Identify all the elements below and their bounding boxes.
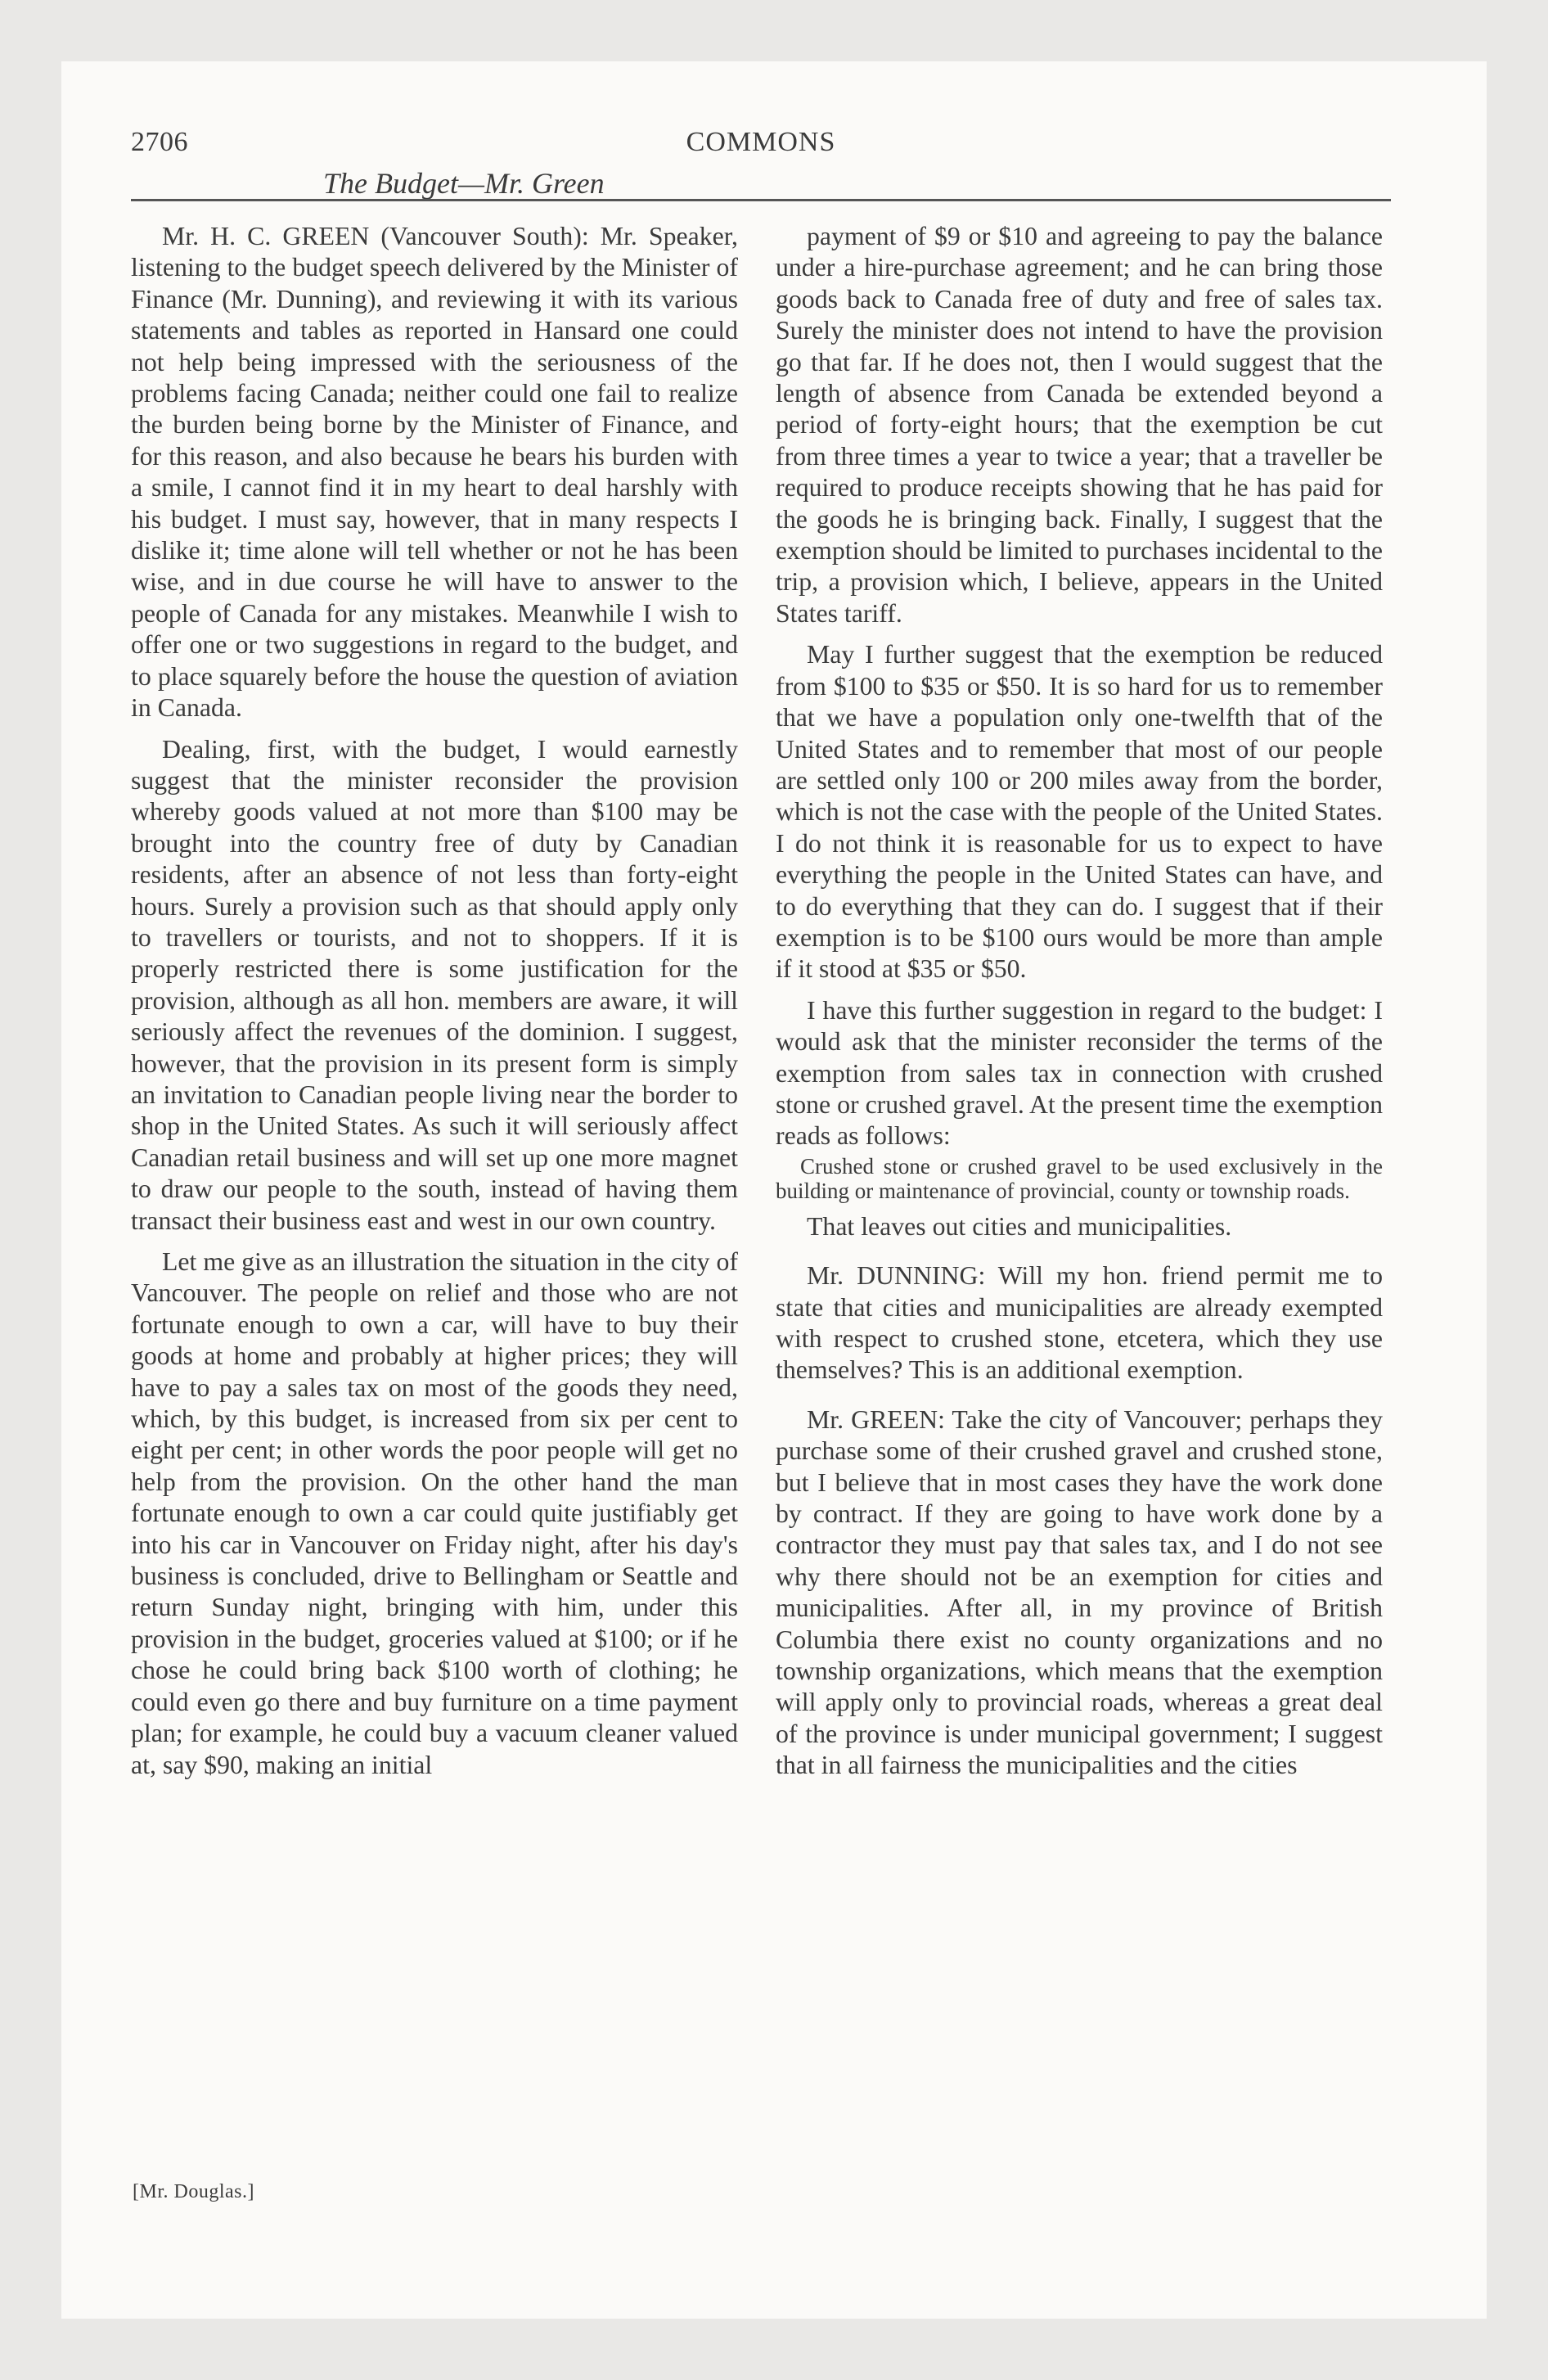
paragraph: Let me give as an illustration the situation in the city of Vancouver. The people on relief and those who are not fortunate enough to own a car, will have to buy their goods at home and probably at higher prices; they will have to pay a sales tax on most of the goods they need, which, by this budget, is increased from six per cent to eight per cent; in other words the poor people will get no help from the provision. On the other hand the man fortunate enough to own a car could quite justifiably get into his car in Vancouver on Friday night, after his day's business is concluded, drive to Bellingham or Seattle and return Sunday night, bringing with him, under this provision in the budget, groceries valued at $100; or if he chose he could bring back $100 worth of clothing; he could even go there and buy furniture on a time payment plan; for example, he could buy a vacuum cleaner valued at, say $90, making an initial <box>131 1247 738 1779</box>
paragraph: Mr. DUNNING: Will my hon. friend permit me to state that cities and municipalities are already exempted with respect to crushed stone, etcetera, which they use themselves? This is an additional exemption. <box>776 1261 1383 1385</box>
paragraph: Dealing, first, with the budget, I would earnestly suggest that the minister reconsider the provision whereby goods valued at not more than $100 may be brought into the country free of duty by Canadian residents, after an absence of not less than forty-eight hours. Surely a provision such as that should apply only to travellers or tourists, and not to shoppers. If it is properly restricted there is some justification for the provision, although as all hon. members are aware, it will seriously affect the revenues of the dominion. I suggest, however, that the provision in its present form is simply an invitation to Canadian people living near the border to shop in the United States. As such it will seriously affect Canadian retail business and will set up one more magnet to draw our people to the south, instead of having them transact their business east and west in our own country. <box>131 734 738 1235</box>
right-column <box>776 221 1383 1782</box>
document-page <box>61 61 1487 2319</box>
page-number: 2706 <box>131 127 188 157</box>
running-title: The Budget—Mr. Green <box>323 167 605 200</box>
paragraph: payment of $9 or $10 and agreeing to pay the balance under a hire-purchase agreement; and he can bring those goods back to Canada free of duty and free of sales tax. Surely the minister does not intend to have the provision go that far. If he does not, then I would suggest that the length of absence from Canada be extended beyond a period of forty-eight hours; that the exemption be cut from three times a year to twice a year; that a traveller be required to produce receipts showing that he has paid for the goods he is bringing back. Finally, I suggest that the exemption should be limited to purchases incidental to the trip, a provision which, I believe, appears in the United States tariff. <box>776 222 1383 628</box>
left-column <box>131 221 738 1781</box>
paragraph: Mr. GREEN: Take the city of Vancouver; perhaps they purchase some of their crushed gravel and crushed stone, but I believe that in most cases they have the work done by contract. If they are going to have work done by a contractor they must pay that sales tax, and I do not see why there should not be an exemption for cities and municipalities. After all, in my province of British Columbia there exist no county organizations and no township organizations, which means that the exemption will apply only to provincial roads, whereas a great deal of the province is under municipal government; I suggest that in all fairness the municipalities and the cities <box>776 1404 1383 1780</box>
section-title: COMMONS <box>686 127 836 157</box>
paragraph: Mr. H. C. GREEN (Vancouver South): Mr. Speaker, listening to the budget speech delivered by the Minister of Finance (Mr. Dunning), and reviewing it with its various statements and tables as reported in Hansard one could not help being impressed with the seriousness of the problems facing Canada; neither could one fail to realize the burden being borne by the Minister of Finance, and for this reason, and also because he bears his burden with a smile, I cannot find it in my heart to deal harshly with his budget. I must say, however, that in many respects I dislike it; time alone will tell whether or not he has been wise, and in due course he will have to answer to the people of Canada for any mistakes. Meanwhile I wish to offer one or two suggestions in regard to the budget, and to place squarely before the house the question of aviation in Canada. <box>131 222 738 723</box>
footnote: [Mr. Douglas.] <box>133 2181 254 2202</box>
paragraph: I have this further suggestion in regard to the budget: I would ask that the minister reconsider the terms of the exemption from sales tax in connection with crushed stone or crushed gravel. At the present time the exemption reads as follows: <box>776 995 1383 1151</box>
paragraph: That leaves out cities and municipalities. <box>807 1211 1232 1241</box>
paragraph: May I further suggest that the exemption be reduced from $100 to $35 or $50. It is so hard for us to remember that we have a population only one-twelfth that of the United States and to remember that most of our people are settled only 100 or 200 miles away from the border, which is not the case with the people of the United States. I do not think it is reasonable for us to expect to have everything the people in the United States can have, and to do everything that they can do. I suggest that if their exemption is to be $100 ours would be more than ample if it stood at $35 or $50. <box>776 640 1383 984</box>
header-rule <box>131 199 1391 201</box>
block-quote: Crushed stone or crushed gravel to be used exclusively in the building or maintenance of provincial, county or township roads. <box>776 1153 1383 1203</box>
